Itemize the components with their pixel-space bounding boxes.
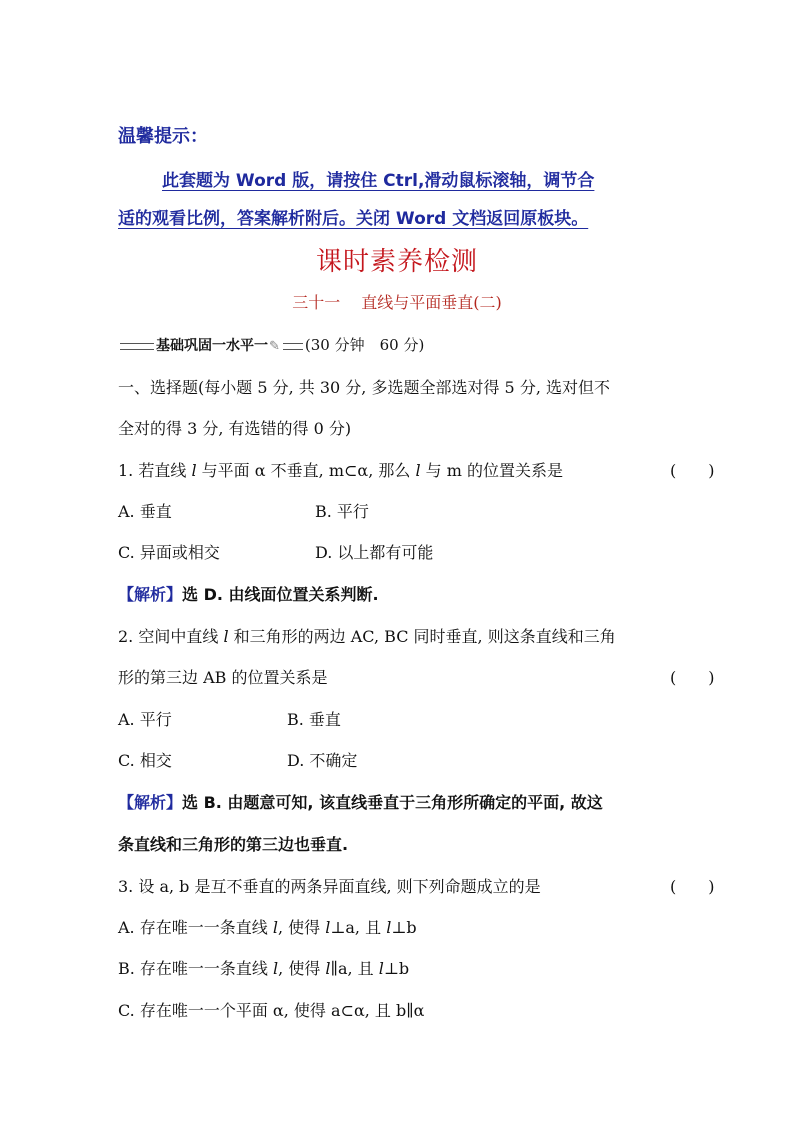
section-label: 基础巩固一水平一 [156, 338, 268, 354]
tip-line-2: 适的观看比例，答案解析附后。关闭 Word 文档返回原板块。 [118, 209, 589, 229]
q1-answer-paren: ( ) [670, 461, 715, 480]
q2-option-c: C. 相交 [118, 751, 172, 770]
q2-var-l: l [223, 627, 229, 646]
document-subtitle: 三十一 直线与平面垂直(二) [292, 293, 502, 312]
section-time: (30 分钟 60 分) [304, 336, 425, 354]
q3-optA-l1: l [272, 918, 278, 937]
double-rule-left [120, 343, 154, 350]
section-header [118, 334, 424, 358]
q1-option-a: A. 垂直 [118, 502, 172, 521]
q3-optA-d: ⊥b [391, 918, 417, 937]
q1-option-c: C. 异面或相交 [118, 543, 220, 562]
q1-analysis-text: 选 D. 由线面位置关系判断. [182, 585, 379, 604]
q3-optA-c: ⊥a, 且 [330, 918, 387, 937]
question-1-stem [118, 460, 563, 482]
q3-optB-l1: l [273, 959, 279, 978]
q3-optB-a: B. 存在唯一一条直线 [118, 959, 274, 978]
q3-optB-l3: l [378, 959, 384, 978]
q1-var-l-2: l [415, 461, 421, 480]
q3-optB-l2: l [325, 959, 331, 978]
q2-option-a: A. 平行 [118, 710, 172, 729]
q1-option-d: D. 以上都有可能 [315, 543, 434, 562]
tip-line-1: 此套题为 Word 版，请按住 Ctrl,滑动鼠标滚轴，调节合 [162, 171, 595, 191]
q3-optA-l3: l [386, 918, 392, 937]
q2-analysis-line-1 [118, 792, 603, 814]
q2-option-d: D. 不确定 [287, 751, 358, 770]
q1-stem-c: 与 m 的位置关系是 [420, 461, 564, 480]
q1-stem-b: 与平面 α 不垂直, m⊂α, 那么 [196, 461, 416, 480]
tip-title: 温馨提示： [118, 126, 208, 147]
double-rule-right [283, 343, 303, 350]
q1-option-b: B. 平行 [315, 502, 369, 521]
q2-line1-a: 2. 空间中直线 [118, 627, 224, 646]
part-heading-line-2: 全对的得 3 分, 有选错的得 0 分) [118, 419, 352, 438]
pencil-icon: ✎ [269, 339, 280, 354]
q2-answer-paren: ( ) [670, 668, 715, 687]
q1-analysis-tag: 【解析】 [118, 585, 183, 604]
question-3-stem: 3. 设 a, b 是互不垂直的两条异面直线, 则下列命题成立的是 [118, 877, 541, 896]
q3-optB-c: ∥a, 且 [330, 959, 379, 978]
q1-var-l: l [191, 461, 197, 480]
part-heading-line-1: 一、选择题(每小题 5 分, 共 30 分, 多选题全部选对得 5 分, 选对但不 [118, 378, 610, 397]
q2-analysis-line-2: 条直线和三角形的第三边也垂直. [118, 835, 349, 854]
question-2-stem-line-2: 形的第三边 AB 的位置关系是 [118, 668, 328, 687]
q3-optA-a: A. 存在唯一一条直线 [118, 918, 273, 937]
q3-optA-l2: l [325, 918, 331, 937]
q1-stem-a: 1. 若直线 [118, 461, 192, 480]
q1-analysis [118, 584, 379, 606]
q3-optB-d: ⊥b [383, 959, 410, 978]
q3-answer-paren: ( ) [670, 877, 715, 896]
q2-line1-b: 和三角形的两边 AC, BC 同时垂直, 则这条直线和三角 [228, 627, 616, 646]
question-2-stem-line-1 [118, 626, 616, 648]
q2-analysis-text-1: 选 B. 由题意可知, 该直线垂直于三角形所确定的平面, 故这 [182, 793, 603, 812]
q2-analysis-tag: 【解析】 [118, 793, 183, 812]
q3-optB-b: , 使得 [278, 959, 326, 978]
q3-option-c: C. 存在唯一一个平面 α, 使得 a⊂α, 且 b∥α [118, 1001, 425, 1020]
q3-option-a [118, 917, 417, 939]
q3-optA-b: , 使得 [277, 918, 326, 937]
q2-option-b: B. 垂直 [287, 710, 341, 729]
q3-option-b [118, 958, 409, 980]
document-title: 课时素养检测 [315, 247, 478, 277]
